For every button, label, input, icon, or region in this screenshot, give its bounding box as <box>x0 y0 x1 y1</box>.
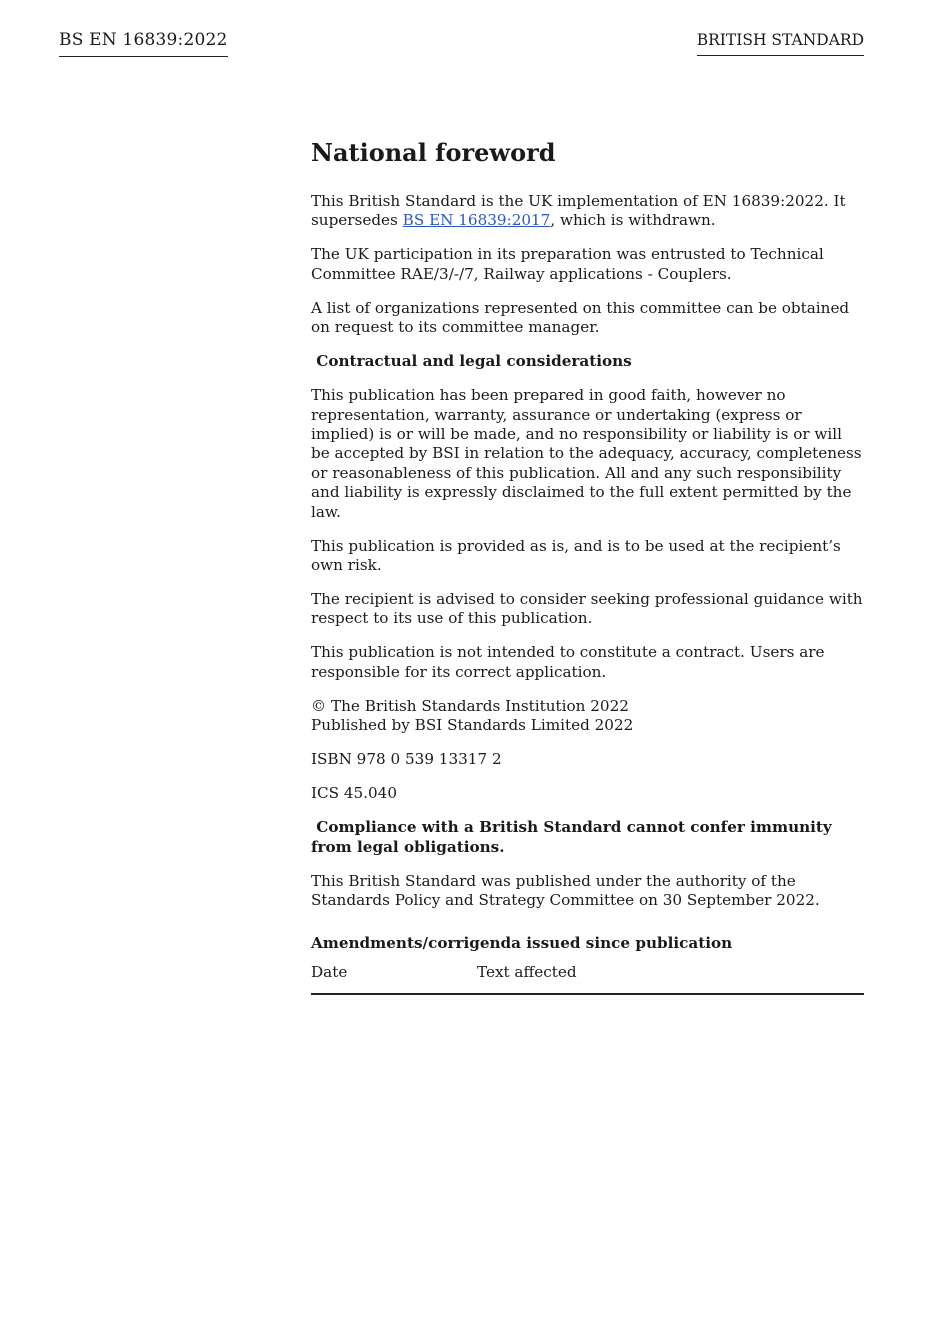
committee-paragraph: The UK participation in its preparation was entrusted to Technical Committee RAE/3/-/7, Railway applications - Couplers. <box>311 245 824 283</box>
superseded-standard-link[interactable]: BS EN 16839:2017 <box>402 211 551 230</box>
header-document-type: BRITISH STANDARD <box>697 31 864 56</box>
implementation-text: This British Standard is the UK implementation of EN 16839:2022. It supersedes <box>311 192 846 230</box>
guidance-paragraph: The recipient is advised to consider seeking professional guidance with respect to its use of this publication. <box>311 590 863 628</box>
risk-paragraph: This publication is provided as is, and is to be used at the recipient’s own risk. <box>311 536 841 575</box>
compliance-heading-text: Compliance with a British Standard cannot confer immunity from legal obligations. <box>311 818 832 856</box>
copyright-line: © The British Standards Institution 2022 <box>311 696 629 715</box>
withdrawn-text: , which is withdrawn. <box>550 211 716 230</box>
contract-paragraph: This publication is not intended to constitute a contract. Users are responsible for its correct application. <box>311 643 825 681</box>
isbn-line: ISBN 978 0 539 13317 2 <box>311 750 502 769</box>
contractual-heading-text: Contractual and legal considerations <box>316 352 632 371</box>
implementation-paragraph <box>311 192 864 231</box>
organizations-paragraph: A list of organizations represented on this committee can be obtained on request to its committee manager. <box>311 298 850 337</box>
compliance-heading <box>311 818 864 857</box>
header-document-id: BS EN 16839:2022 <box>59 30 228 57</box>
ics-line: ICS 45.040 <box>311 784 397 803</box>
copyright-block <box>311 697 864 736</box>
publisher-line: Published by BSI Standards Limited 2022 <box>311 716 634 735</box>
amendments-date-column-header: Date <box>311 962 348 981</box>
amendments-text-column-header: Text affected <box>477 962 577 981</box>
national-foreword-section <box>311 138 864 995</box>
disclaimer-paragraph: This publication has been prepared in good faith, however no representation, warranty, assurance or undertaking (express or implied) is or will be made, and no responsibility or liability is or will be accepted by BSI in relation to the adequacy, accuracy, completeness or reasonableness of this publication. All and any such responsibility and liability is expressly disclaimed to the full extent permitted by the law. <box>311 386 862 521</box>
amendments-table <box>311 963 864 995</box>
authority-paragraph: This British Standard was published under the authority of the Standards Policy and Strategy Committee on 30 September 2022. <box>311 871 820 910</box>
page-title: National foreword <box>311 138 556 167</box>
amendments-heading: Amendments/corrigenda issued since publication <box>311 933 733 952</box>
contractual-heading <box>311 352 864 371</box>
